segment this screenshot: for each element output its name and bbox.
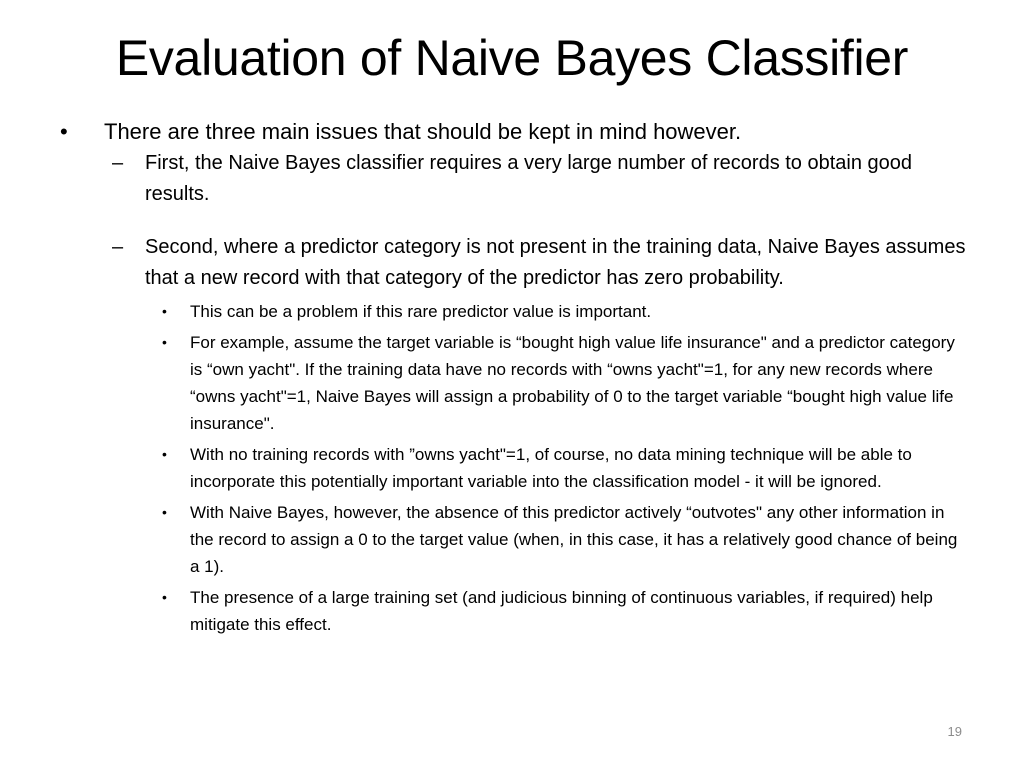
detail-bullet-text: For example, assume the target variable is “bought high value life insurance" and a predictor category is “own yacht". If the training data have no records with “owns yacht"=1, for any new records where “owns yacht"=1, Naive Bayes will assign a probability of 0 to the target variable “bought high value life insurance". — [190, 333, 955, 433]
dash-marker: – — [112, 152, 124, 174]
detail-bullet — [162, 499, 970, 580]
dash-marker: – — [112, 236, 124, 258]
detail-bullet — [162, 298, 970, 325]
detail-bullet — [162, 441, 970, 495]
sub-bullet-first-text: First, the Naive Bayes classifier requires a very large number of records to obtain good results. — [145, 152, 913, 205]
slide-body — [56, 116, 970, 638]
detail-bullet-text: With no training records with ”owns yacht"=1, of course, no data mining technique will be able to incorporate this potentially important variable into the classification model - it will be ignored. — [190, 445, 912, 491]
bullet-marker: • — [162, 589, 167, 605]
bullet-marker: • — [162, 334, 167, 350]
detail-bullet — [162, 329, 970, 437]
detail-bullet-text: The presence of a large training set (and judicious binning of continuous variables, if required) help mitigate this effect. — [190, 588, 933, 634]
sub-bullet-first — [112, 148, 970, 210]
bullet-marker: • — [162, 303, 167, 319]
bullet-marker: • — [60, 119, 68, 144]
bullet-marker: • — [162, 504, 167, 520]
bullet-main — [56, 116, 970, 148]
detail-bullet-text: With Naive Bayes, however, the absence of this predictor actively “outvotes" any other information in the record to assign a 0 to the target value (when, in this case, it has a relatively good chance of being a 1). — [190, 503, 958, 576]
page-number: 19 — [947, 724, 962, 739]
bullet-main-text: There are three main issues that should be kept in mind however. — [104, 119, 742, 144]
detail-bullet — [162, 584, 970, 638]
sub-bullet-second-text: Second, where a predictor category is not present in the training data, Naive Bayes assumes that a new record with that category of the predictor has zero probability. — [145, 236, 966, 289]
detail-bullet-text: This can be a problem if this rare predictor value is important. — [190, 302, 652, 321]
bullet-marker: • — [162, 446, 167, 462]
sub-bullet-second — [112, 232, 970, 294]
slide-title: Evaluation of Naive Bayes Classifier — [115, 30, 909, 86]
